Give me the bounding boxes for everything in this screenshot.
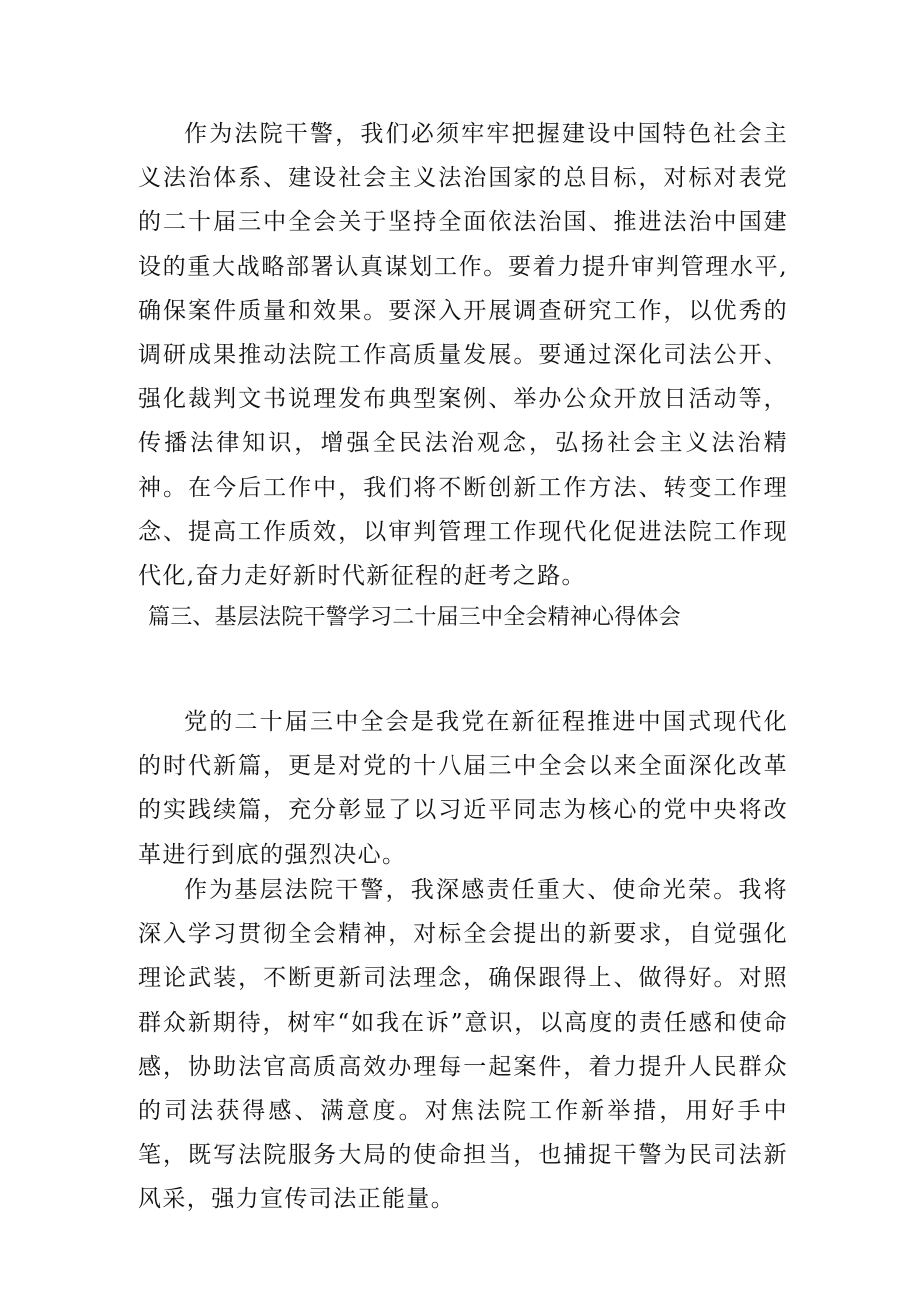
body-paragraph-court-staff-goals: 作为法院干警，我们必须牢牢把握建设中国特色社会主义法治体系、建设社会主义法治国家的总目标，对标对表党的二十届三中全会关于坚持全面依法治国、推进法治中国建设的重大战略部署认真谋划工作。要着力提升审判管理水平,确保案件质量和效果。要深入开展调查研究工作，以优秀的调研成果推动法院工作高质量发展。要通过深化司法公开、强化裁判文书说理发布典型案例、举办公众开放日活动等，传播法律知识，增强全民法治观念，弘扬社会主义法治精神。在今后工作中，我们将不断创新工作方法、转变工作理念、提高工作质效，以审判管理工作现代化促进法院工作现代化,奋力走好新时代新征程的赶考之路。	[138, 121, 788, 590]
section-heading: 篇三、基层法院干警学习二十届三中全会精神心得体会	[148, 605, 681, 630]
section-paragraph-grassroots-commitment: 作为基层法院干警，我深感责任重大、使命光荣。我将深入学习贯彻全会精神，对标全会提出的新要求，自觉强化理论武装，不断更新司法理念，确保跟得上、做得好。对照群众新期待，树牢“如我在诉”意识，以高度的责任感和使命感，协助法官高质高效办理每一起案件，着力提升人民群众的司法获得感、满意度。对焦法院工作新举措，用好手中笔，既写法院服务大局的使命担当，也捕捉干警为民司法新风采，强力宣传司法正能量。	[138, 877, 788, 1213]
section-paragraph-plenum-significance: 党的二十届三中全会是我党在新征程推进中国式现代化的时代新篇，更是对党的十八届三中全会以来全面深化改革的实践续篇，充分彰显了以习近平同志为核心的党中央将改革进行到底的强烈决心。	[138, 709, 788, 868]
